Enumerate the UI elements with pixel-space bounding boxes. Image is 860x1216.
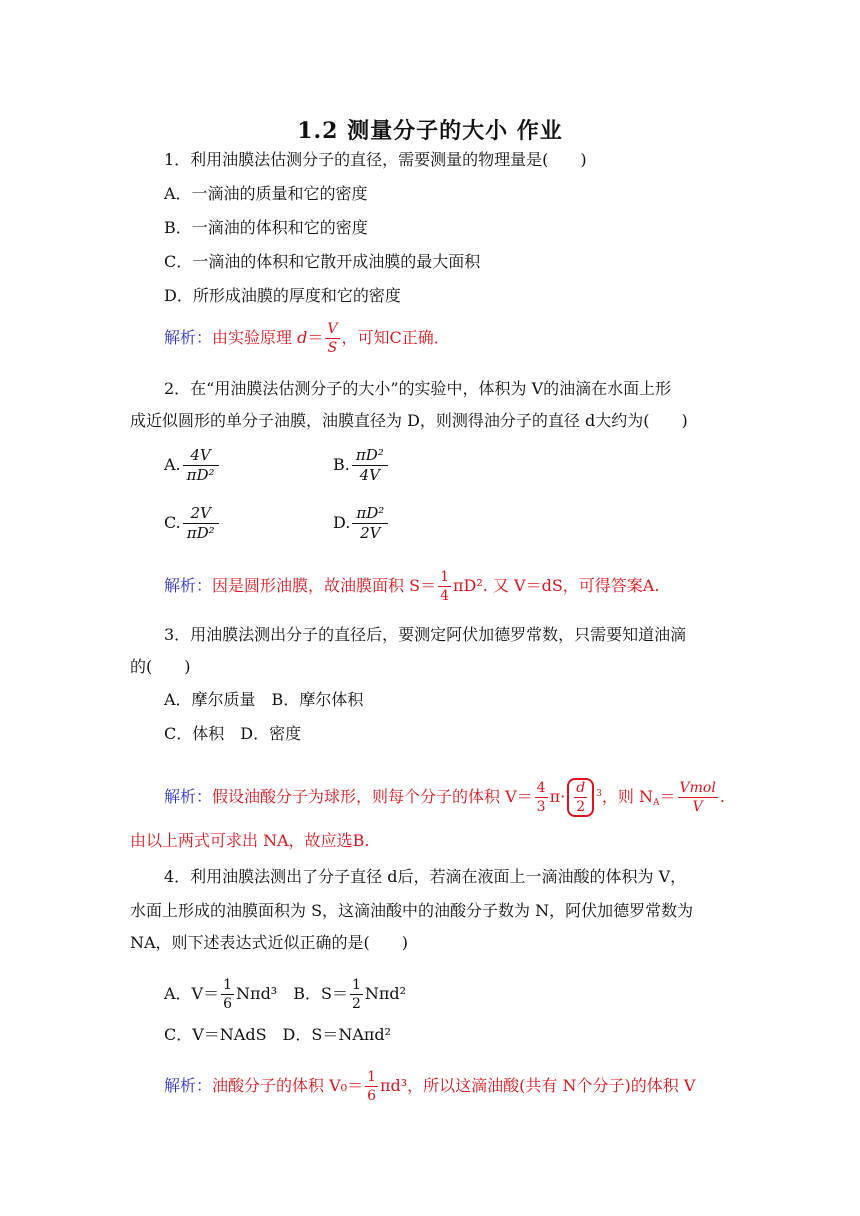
fraction: $\frac{V}{S}$ — [327, 321, 338, 356]
q3-answer — [164, 778, 725, 817]
q3-answer-line2: 由以上两式可求出 NA，故应选B. — [130, 831, 370, 850]
q2-answer — [164, 570, 659, 603]
q1-option-a: A．一滴油的质量和它的密度 — [164, 184, 368, 203]
q4-options-ab: A．V＝ $\frac{1}{6}$ Nπd³ B．S＝ $\frac{1}{2}$ Nπd² — [164, 977, 407, 1012]
q4-stem-line3: NA，则下述表达式近似正确的是( ) — [130, 933, 409, 952]
q1-answer — [164, 322, 450, 355]
q1-stem: 1．利用油膜法估测分子的直径，需要测量的物理量是( ) — [164, 150, 587, 169]
q3-stem-line2: 的( ) — [130, 657, 191, 676]
q4-options-cd: C．V＝NAdS D．S＝NAπd² — [164, 1025, 392, 1044]
answer-text: 假设油酸分子为球形，则每个分子的体积 V＝ $\frac{4}{3}$ π· $\frac{d}{2}$ $^3$，则 $N_A=$ $\frac{\text{Vmol}}{V}$ . — [212, 780, 725, 815]
answer-text: 因是圆形油膜，故油膜面积 S＝ $\frac{1}{4}$ πD². 又 V＝dS，可得答案A. — [212, 569, 660, 604]
q1-option-c: C．一滴油的体积和它散开成油膜的最大面积 — [164, 252, 481, 271]
q2-option-d: D. $\frac{\text{πD²}}{2V}$ — [333, 506, 390, 541]
q2-stem-line2: 成近似圆形的单分子油膜，油膜直径为 D，则测得油分子的直径 d大约为( ) — [130, 411, 688, 430]
answer-label: 解析： — [164, 1076, 213, 1095]
paren-bracket: $\frac{d}{2}$ — [567, 778, 594, 817]
page-title: 1.2 测量分子的大小 作业 — [297, 118, 563, 144]
q1-option-b: B．一滴油的体积和它的密度 — [164, 218, 368, 237]
q2-option-b: B. $\frac{\text{πD²}}{4V}$ — [333, 448, 390, 483]
q2-option-a: A. $\frac{4V}{\text{πD²}}$ — [164, 448, 221, 483]
q4-answer — [164, 1070, 695, 1103]
q3-options-ab: A．摩尔质量 B．摩尔体积 — [164, 690, 364, 709]
answer-text: 油酸分子的体积 V₀＝ $\frac{1}{6}$ πd³，所以这滴油酸(共有 N个分子)的体积 V — [212, 1069, 696, 1104]
q1-option-d: D．所形成油膜的厚度和它的密度 — [164, 286, 401, 305]
q3-stem-line1: 3．用油膜法测出分子的直径后，要测定阿伏加德罗常数，只需要知道油滴 — [164, 625, 687, 644]
q4-stem-line2: 水面上形成的油膜面积为 S，这滴油酸中的油酸分子数为 N，阿伏加德罗常数为 — [130, 901, 694, 920]
answer-label: 解析： — [164, 576, 213, 595]
q2-stem-line1: 2．在“用油膜法估测分子的大小”的实验中，体积为 V的油滴在水面上形 — [164, 379, 672, 398]
answer-label: 解析： — [164, 328, 213, 347]
q3-options-cd: C．体积 D．密度 — [164, 724, 302, 743]
answer-label: 解析： — [164, 787, 213, 806]
q2-option-c: C. $\frac{2V}{\text{πD²}}$ — [164, 506, 221, 541]
answer-text: 由实验原理 d＝ $\frac{V}{S}$ ，可知C正确． — [212, 321, 450, 356]
q4-stem-line1: 4．利用油膜法测出了分子直径 d后，若滴在液面上一滴油酸的体积为 V， — [164, 867, 687, 886]
